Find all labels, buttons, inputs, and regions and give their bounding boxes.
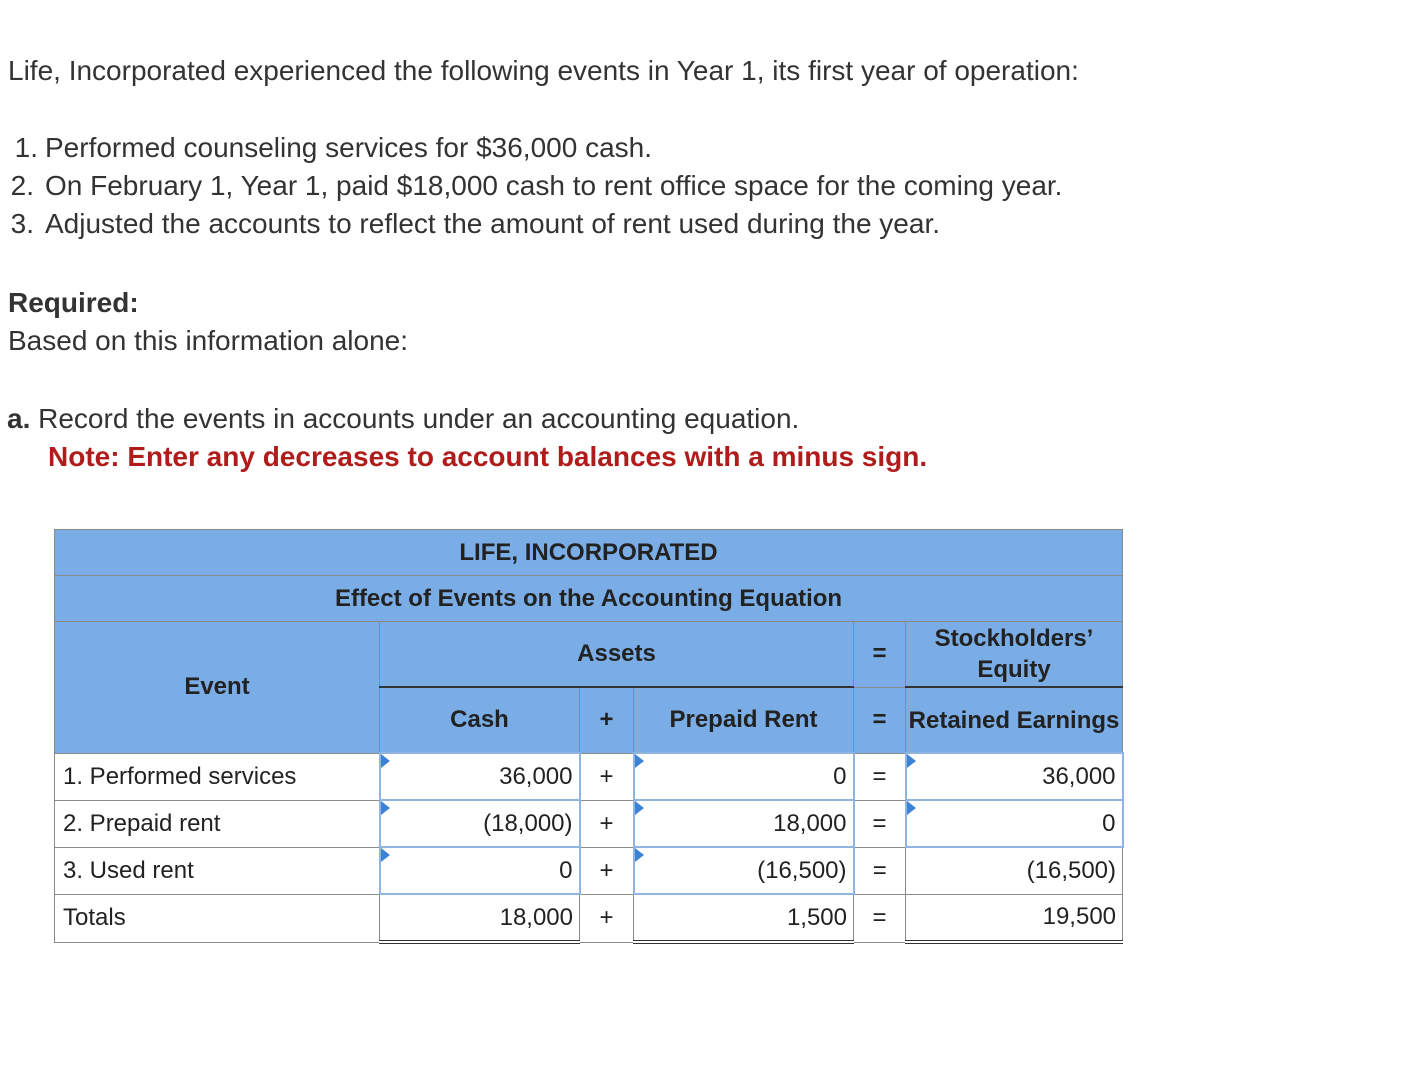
equals-sign: = — [854, 847, 906, 894]
table-title-row — [55, 530, 1123, 576]
table-subtitle-row — [55, 576, 1123, 622]
assets-header: Assets — [380, 622, 854, 688]
prepaid-rent-input[interactable]: 0 — [634, 753, 854, 800]
events-list — [0, 129, 1062, 243]
event-item — [0, 167, 1062, 205]
event-item — [0, 205, 1062, 243]
part-a-text: Record the events in accounts under an accounting equation. — [38, 403, 800, 434]
totals-row — [55, 894, 1123, 942]
event-text: On February 1, Year 1, paid $18,000 cash to rent office space for the coming year. — [45, 170, 1063, 201]
retained-earnings-input[interactable]: 36,000 — [906, 753, 1123, 800]
event-label: 2. Prepaid rent — [55, 800, 380, 847]
event-item — [0, 129, 1062, 167]
event-text: Adjusted the accounts to reflect the amount of rent used during the year. — [45, 208, 941, 239]
cash-input[interactable]: 0 — [380, 847, 580, 894]
table-title: LIFE, INCORPORATED — [55, 530, 1123, 576]
retained-earnings-input[interactable]: 0 — [906, 800, 1123, 847]
cash-input[interactable]: 36,000 — [380, 753, 580, 800]
retained-earnings-header: Retained Earnings — [906, 687, 1123, 753]
stockholders-equity-header: Stockholders’ Equity — [906, 622, 1123, 688]
table-row — [55, 800, 1123, 847]
event-number: 2. — [10, 170, 34, 201]
plus-sign: + — [580, 800, 634, 847]
retained-earnings-value: (16,500) — [906, 847, 1123, 894]
cash-header: Cash — [380, 687, 580, 753]
event-number: 3. — [10, 208, 34, 239]
equals-sign: = — [854, 894, 906, 942]
table-row — [55, 847, 1123, 894]
retained-earnings-total: 19,500 — [906, 894, 1123, 942]
event-label: 1. Performed services — [55, 753, 380, 800]
intro-text: Life, Incorporated experienced the following events in Year 1, its first year of operation: — [8, 55, 1079, 86]
totals-label: Totals — [55, 894, 380, 942]
equals-sign: = — [854, 753, 906, 800]
prepaid-rent-header: Prepaid Rent — [634, 687, 854, 753]
table-row — [55, 753, 1123, 800]
plus-header: + — [580, 687, 634, 753]
prepaid-rent-input[interactable]: (16,500) — [634, 847, 854, 894]
equals-header: = — [854, 622, 906, 688]
plus-sign: + — [580, 753, 634, 800]
plus-sign: + — [580, 847, 634, 894]
plus-sign: + — [580, 894, 634, 942]
event-number: 1. — [14, 132, 38, 163]
required-text: Based on this information alone: — [8, 325, 409, 356]
required-heading: Required: — [8, 287, 139, 318]
event-header: Event — [55, 622, 380, 754]
prepaid-rent-total: 1,500 — [634, 894, 854, 942]
equals-header: = — [854, 687, 906, 753]
part-a-letter: a. — [7, 403, 31, 434]
note-text: Note: Enter any decreases to account balances with a minus sign. — [48, 441, 928, 472]
event-text: Performed counseling services for $36,000 cash. — [45, 132, 652, 163]
header-row-1 — [55, 622, 1123, 688]
equals-sign: = — [854, 800, 906, 847]
cash-total: 18,000 — [380, 894, 580, 942]
part-a-instruction — [7, 400, 799, 438]
prepaid-rent-input[interactable]: 18,000 — [634, 800, 854, 847]
table-subtitle: Effect of Events on the Accounting Equation — [55, 576, 1123, 622]
cash-input[interactable]: (18,000) — [380, 800, 580, 847]
accounting-equation-table — [54, 529, 1124, 944]
event-label: 3. Used rent — [55, 847, 380, 894]
